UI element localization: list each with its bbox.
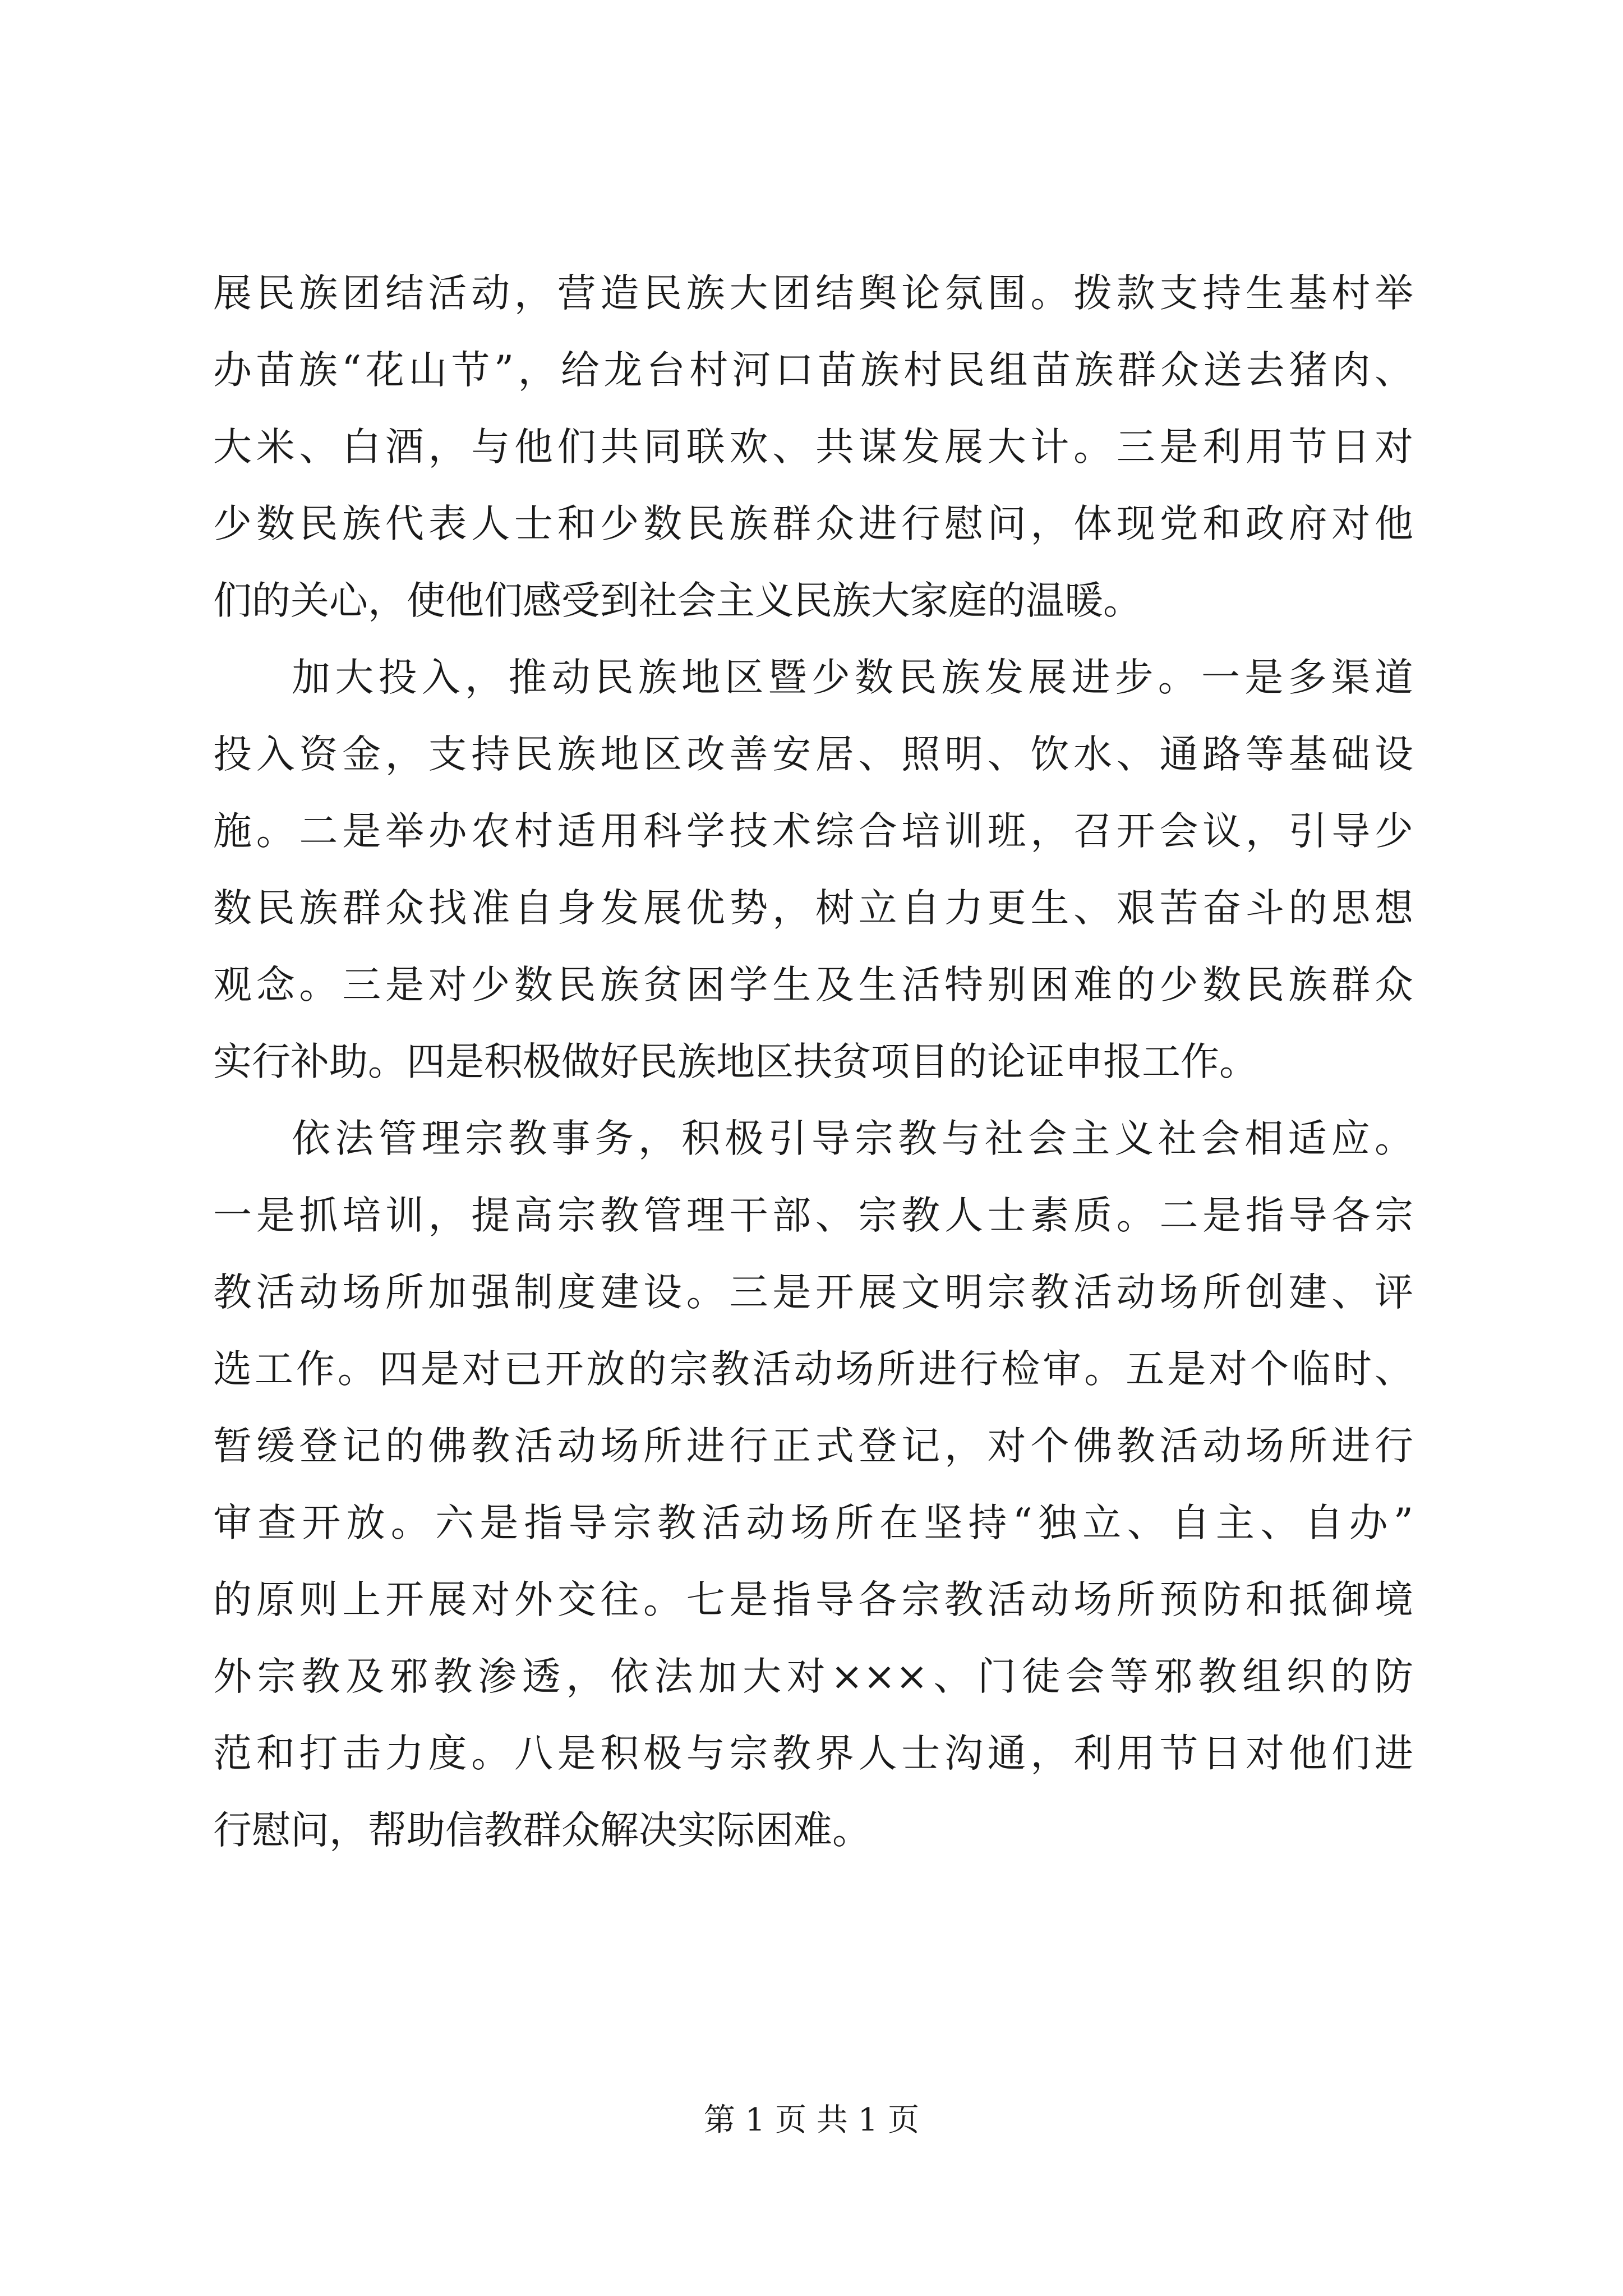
text-line: 一是抓培训，提高宗教管理干部、宗教人士素质。二是指导各宗 [213,1193,1413,1238]
text-line: 少数民族代表人士和少数民族群众进行慰问，体现党和政府对他 [213,501,1413,546]
text-line: 办苗族“花山节”，给龙台村河口苗族村民组苗族群众送去猪肉、 [213,348,1413,393]
text-line: 观念。三是对少数民族贫困学生及生活特别困难的少数民族群众 [213,963,1413,1007]
text-line: 的原则上开展对外交往。七是指导各宗教活动场所预防和抵御境 [213,1577,1413,1622]
page-footer: 第 1 页 共 1 页 [703,2102,920,2138]
text-line: 展民族团结活动，营造民族大团结舆论氛围。拨款支持生基村举 [213,271,1413,316]
text-line: 投入资金，支持民族地区改善安居、照明、饮水、通路等基础设 [213,732,1413,777]
text-line: 大米、白酒，与他们共同联欢、共谋发展大计。三是利用节日对 [213,425,1413,470]
text-line: 教活动场所加强制度建设。三是开展文明宗教活动场所创建、评 [213,1270,1413,1315]
text-line: 行慰问，帮助信教群众解决实际困难。 [213,1808,871,1853]
text-line: 数民族群众找准自身发展优势，树立自力更生、艰苦奋斗的思想 [213,886,1413,931]
text-line: 审查开放。六是指导宗教活动场所在坚持“独立、自主、自办” [213,1501,1413,1545]
text-line: 们的关心，使他们感受到社会主义民族大家庭的温暖。 [213,578,1142,623]
text-line: 范和打击力度。八是积极与宗教界人士沟通，利用节日对他们进 [213,1731,1413,1776]
text-line: 暂缓登记的佛教活动场所进行正式登记，对个佛教活动场所进行 [213,1424,1413,1469]
text-line: 选工作。四是对已开放的宗教活动场所进行检审。五是对个临时、 [213,1347,1413,1392]
document-body [213,255,1413,1869]
paragraph-first-line: 依法管理宗教事务，积极引导宗教与社会主义社会相适应。 [292,1116,1413,1161]
text-line: 实行补助。四是积极做好民族地区扶贫项目的论证申报工作。 [213,1039,1258,1084]
text-line: 外宗教及邪教渗透，依法加大对×××、门徒会等邪教组织的防 [213,1654,1413,1699]
paragraph-first-line: 加大投入，推动民族地区暨少数民族发展进步。一是多渠道 [292,655,1413,700]
text-line: 施。二是举办农村适用科学技术综合培训班，召开会议，引导少 [213,809,1413,854]
